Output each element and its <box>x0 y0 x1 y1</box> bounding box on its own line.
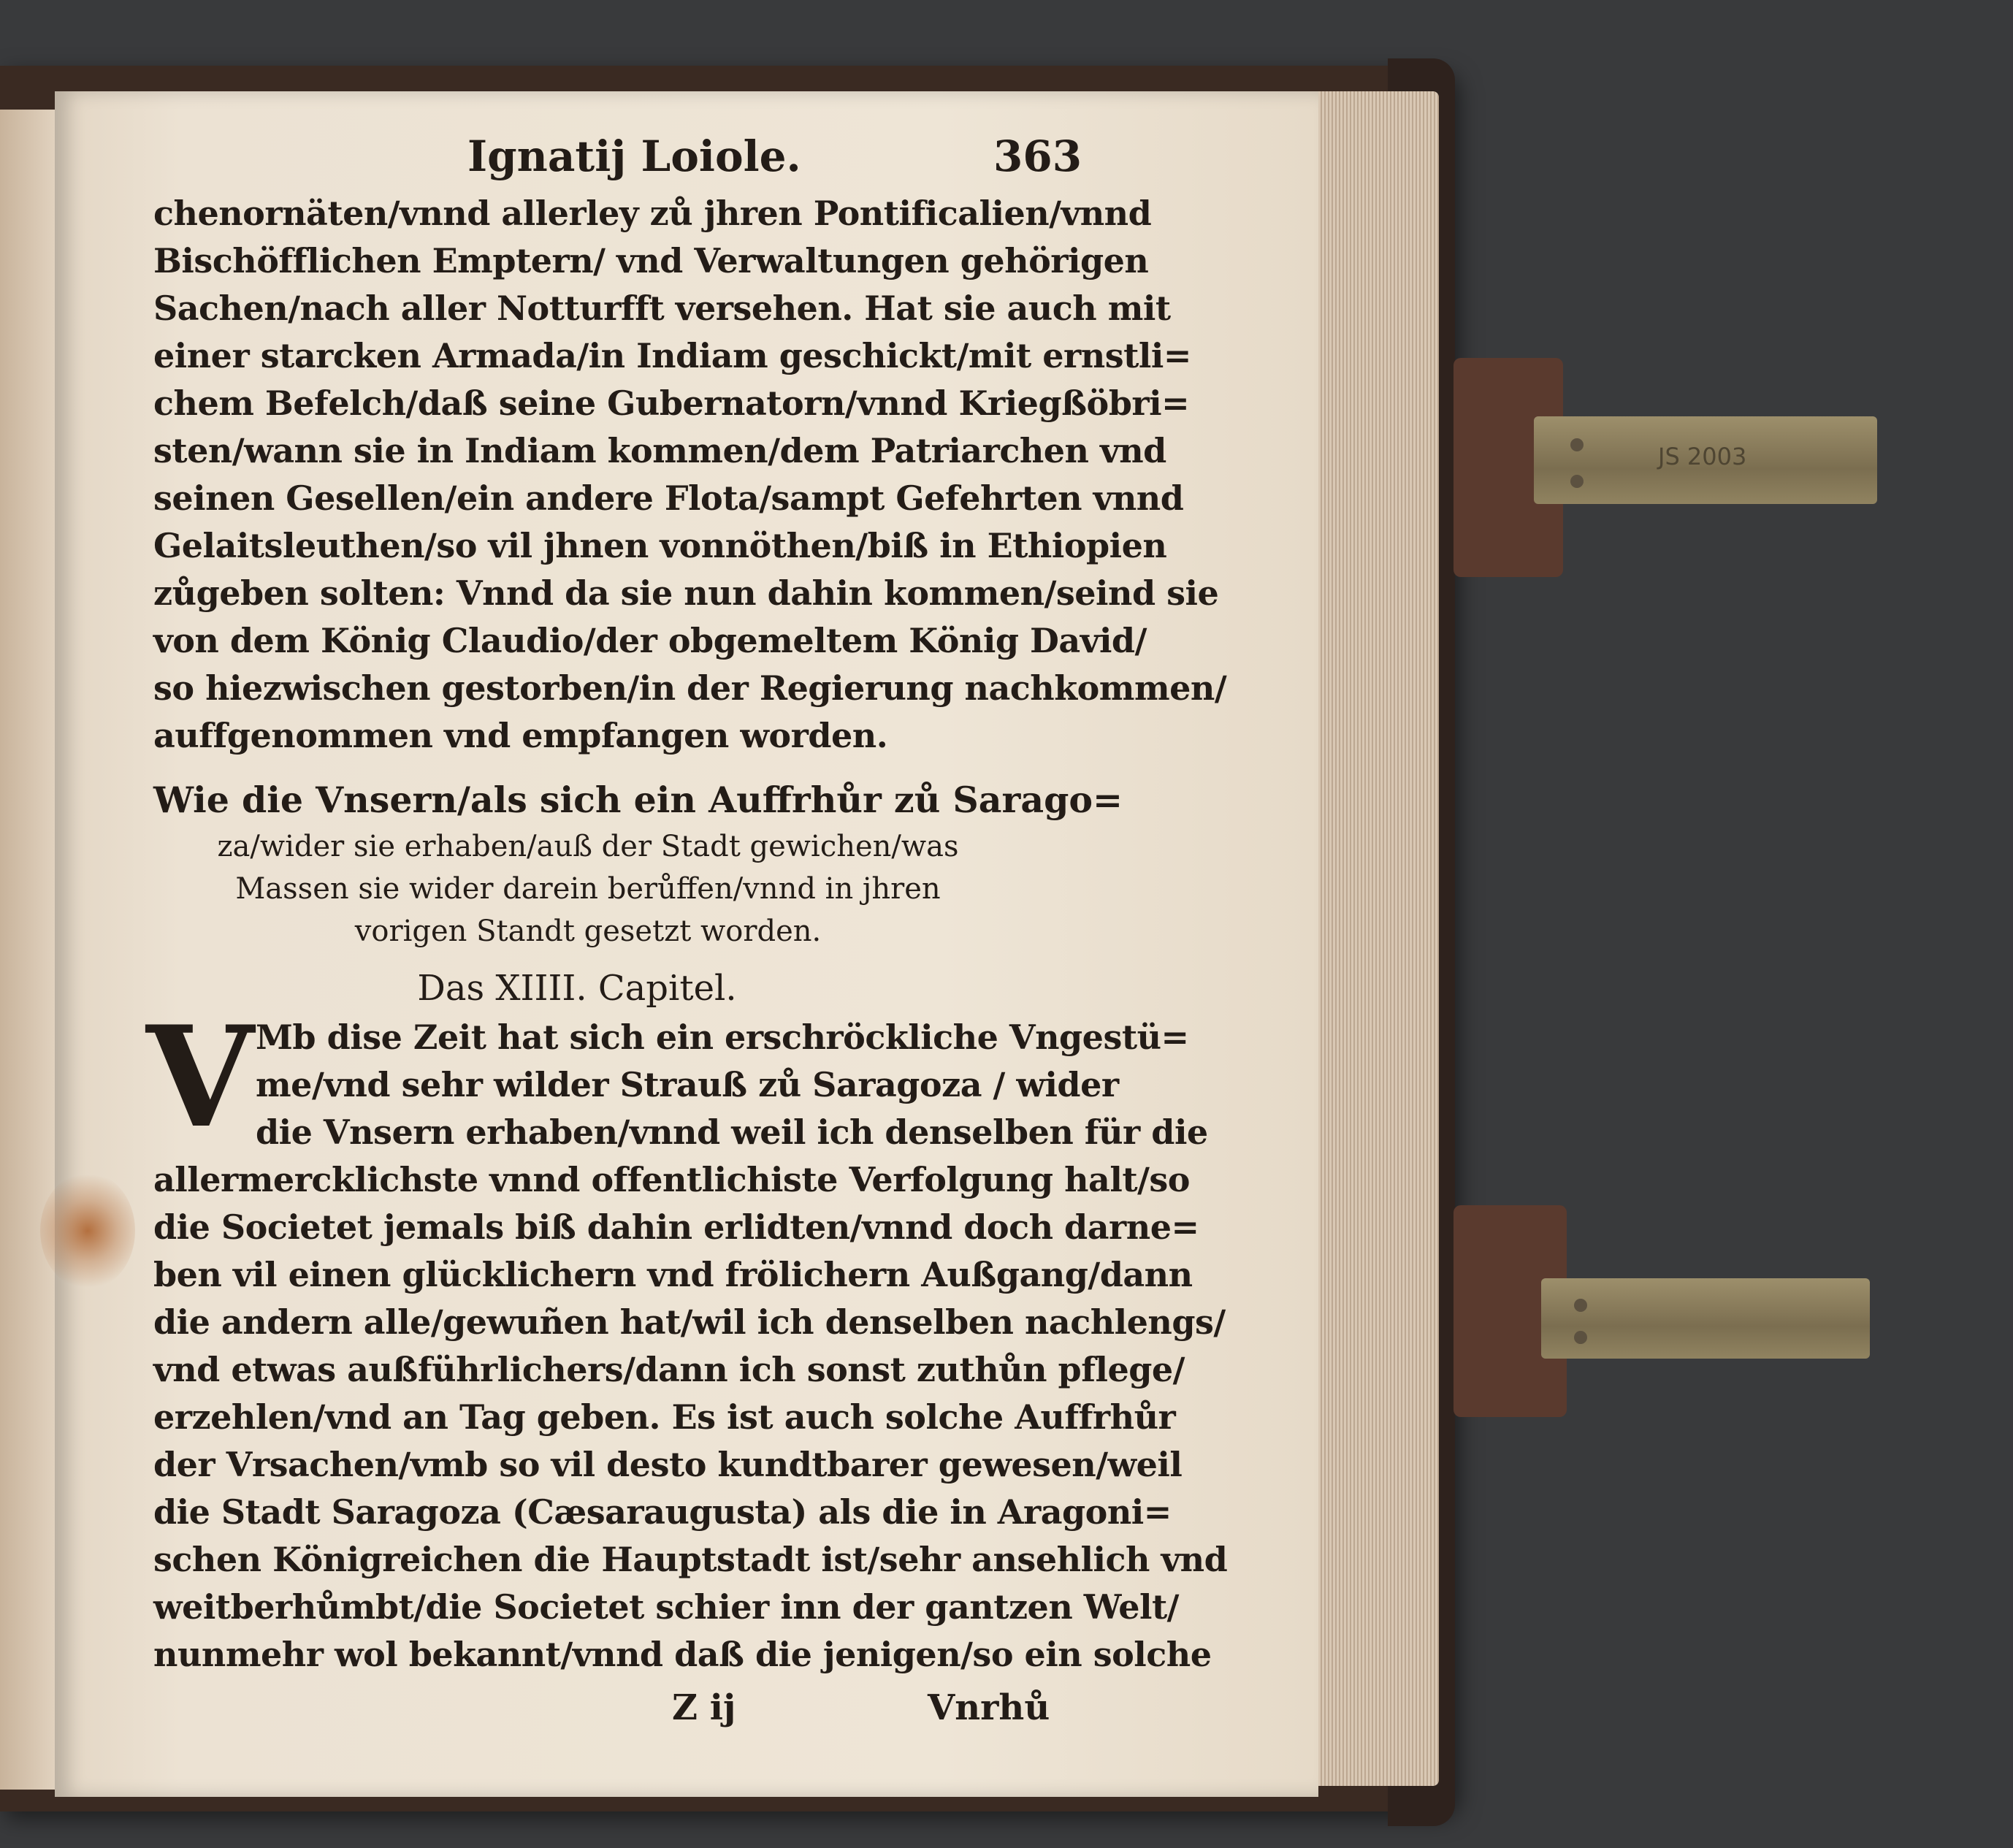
rivet <box>1570 475 1584 488</box>
paragraph-2 <box>146 996 1228 1679</box>
text-line: so hiezwischen gestorben/in der Regierung nachkommen/ <box>153 668 1227 708</box>
page-footer <box>153 1687 1088 1738</box>
page-text <box>146 131 1228 1738</box>
catchword: Vnrhů <box>928 1687 1050 1728</box>
text-line: die Stadt Saragoza (Cæsaraugusta) als die in Aragoni= <box>153 1492 1172 1532</box>
text-line: zůgeben solten: Vnnd da sie nun dahin kommen/seind sie <box>153 573 1219 613</box>
facing-page-edge <box>0 110 55 1790</box>
text-line: weitberhůmbt/die Societet schier inn der gantzen Welt/ <box>153 1587 1179 1627</box>
heading-line: vorigen Standt gesetzt worden. <box>354 915 822 948</box>
text-line: me/vnd sehr wilder Strauß zů Saragoza / wider <box>256 1065 1119 1104</box>
text-line: sten/wann sie in Indiam kommen/dem Patriarchen vnd <box>153 431 1166 470</box>
text-line: Bischöfflichen Emptern/ vnd Verwaltungen gehörigen <box>153 241 1149 280</box>
text-line: einer starcken Armada/in Indiam geschickt/mit ernstli= <box>153 336 1191 375</box>
chapter-number: Das XIIII. Capitel. <box>417 968 737 1009</box>
text-line: die Vnsern erhaben/vnnd weil ich denselben für die <box>256 1112 1208 1152</box>
strap-stamp: JS 2003 <box>1658 443 1747 470</box>
page-header <box>153 131 1088 190</box>
text-line: allermercklichste vnnd offentlichiste Verfolgung halt/so <box>153 1160 1190 1199</box>
text-line: chem Befelch/daß seine Gubernatorn/vnnd Kriegßöbri= <box>153 383 1190 423</box>
text-line: Gelaitsleuthen/so vil jhnen vonnöthen/biß in Ethiopien <box>153 526 1167 565</box>
signature-mark: Z ij <box>672 1687 736 1728</box>
text-line: die Societet jemals biß dahin erlidten/vnnd doch darne= <box>153 1207 1199 1247</box>
upper-clasp-plate <box>1534 416 1877 504</box>
drop-cap: V <box>146 996 254 1158</box>
paragraph-1 <box>153 190 1227 760</box>
text-line: die andern alle/gewuñen hat/wil ich denselben nachlengs/ <box>153 1302 1226 1342</box>
lower-clasp-plate <box>1541 1278 1870 1359</box>
heading-line: Wie die Vnsern/als sich ein Auffrhůr zů Sarago= <box>153 779 1123 821</box>
text-line: schen Königreichen die Hauptstadt ist/sehr ansehlich vnd <box>153 1540 1228 1579</box>
rivet <box>1574 1299 1587 1312</box>
page-number: 363 <box>993 131 1082 181</box>
text-line: Sachen/nach aller Notturfft versehen. Hat sie auch mit <box>153 289 1171 328</box>
text-line: ben vil einen glücklichern vnd frölichern Außgang/dann <box>153 1255 1193 1294</box>
page-edges <box>1307 91 1439 1786</box>
rivet <box>1570 438 1584 451</box>
heading-line: za/wider sie erhaben/auß der Stadt gewichen/was <box>217 830 959 863</box>
text-line: auffgenommen vnd empfangen worden. <box>153 716 888 755</box>
text-line: seinen Gesellen/ein andere Flota/sampt Gefehrten vnnd <box>153 478 1184 518</box>
chapter-heading <box>153 774 1123 952</box>
text-line: nunmehr wol bekannt/vnnd daß die jenigen/so ein solche <box>153 1635 1212 1674</box>
foxing-stain <box>40 1172 135 1289</box>
text-line: Mb dise Zeit hat sich ein erschröckliche Vngestü= <box>256 1017 1189 1057</box>
text-line: der Vrsachen/vmb so vil desto kundtbarer gewesen/weil <box>153 1445 1183 1484</box>
running-title: Ignatij Loiole. <box>467 131 801 181</box>
rivet <box>1574 1331 1587 1344</box>
text-line: vnd etwas außführlichers/dann ich sonst zuthůn pflege/ <box>153 1350 1185 1389</box>
heading-line: Massen sie wider darein berůffen/vnnd in jhren <box>235 872 941 906</box>
text-line: erzehlen/vnd an Tag geben. Es ist auch solche Auffrhůr <box>153 1397 1176 1437</box>
text-line: chenornäten/vnnd allerley zů jhren Pontificalien/vnnd <box>153 194 1152 233</box>
text-line: von dem König Claudio/der obgemeltem König David/ <box>153 621 1147 660</box>
